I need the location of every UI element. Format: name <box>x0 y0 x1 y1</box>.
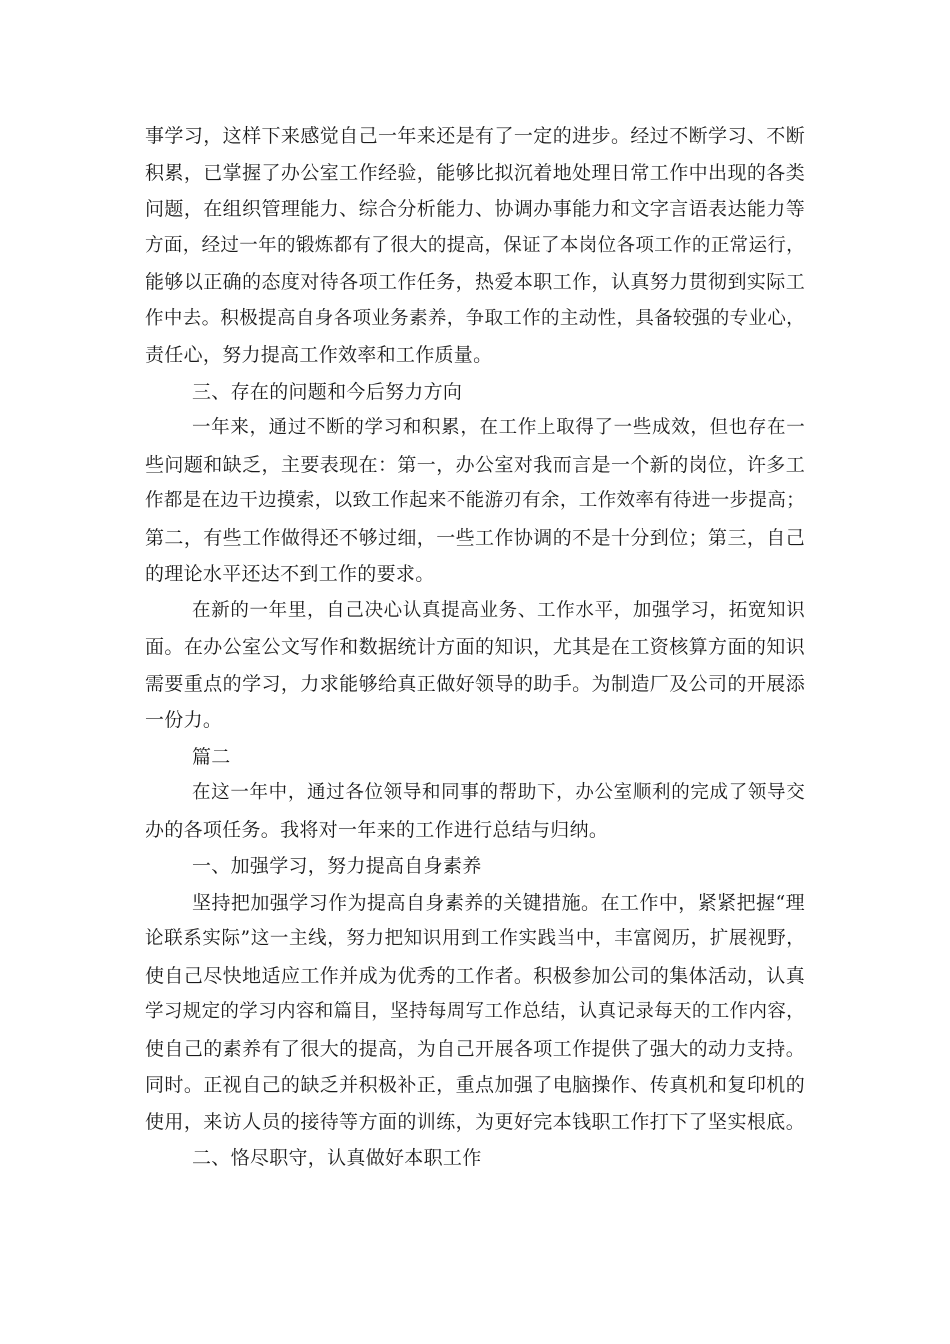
text-line: 坚持把加强学习作为提高自身素养的关键措施。在工作中，紧紧把握“理 <box>192 891 805 914</box>
document-body <box>145 118 805 1177</box>
text-line: 能够以正确的态度对待各项工作任务，热爱本职工作，认真努力贯彻到实际工 <box>145 271 805 293</box>
text-line: 在这一年中，通过各位领导和同事的帮助下，办公室顺利的完成了领导交 <box>192 782 805 803</box>
text-line: 使用，来访人员的接待等方面的训练，为更好完本钱职工作打下了坚实根底。 <box>145 1110 805 1133</box>
section-heading: 篇二 <box>192 745 231 768</box>
text-line: 面。在办公室公文写作和数据统计方面的知识，尤其是在工资核算方面的知识 <box>145 636 805 658</box>
text-line: 同时。正视自己的缺乏并积极补正，重点加强了电脑操作、传真机和复印机的 <box>145 1074 805 1096</box>
text-line: 作中去。积极提高自身各项业务素养，争取工作的主动性，具备较强的专业心， <box>145 307 805 329</box>
section-heading: 一、加强学习，努力提高自身素养 <box>192 855 482 877</box>
text-line: 论联系实际”这一主线，努力把知识用到工作实践当中，丰富阅历，扩展视野， <box>145 928 805 949</box>
text-line: 作都是在边干边摸索，以致工作起来不能游刃有余，工作效率有待进一步提高； <box>145 490 805 511</box>
text-line: 些问题和缺乏，主要表现在：第一，办公室对我而言是一个新的岗位，许多工 <box>145 453 805 476</box>
section-heading: 三、存在的问题和今后努力方向 <box>192 380 463 403</box>
text-line: 第二，有些工作做得还不够过细，一些工作协调的不是十分到位；第三，自己 <box>145 526 805 549</box>
text-line: 问题，在组织管理能力、综合分析能力、协调办事能力和文字言语表达能力等 <box>145 198 805 220</box>
text-line: 一年来，通过不断的学习和积累，在工作上取得了一些成效，但也存在一 <box>192 417 805 438</box>
text-line: 积累，已掌握了办公室工作经验，能够比拟沉着地处理日常工作中出现的各类 <box>145 161 805 184</box>
text-line: 使自己的素养有了很大的提高，为自己开展各项工作提供了强大的动力支持。 <box>145 1037 805 1060</box>
text-line: 方面，经过一年的锻炼都有了很大的提高，保证了本岗位各项工作的正常运行， <box>145 234 805 256</box>
text-line: 办的各项任务。我将对一年来的工作进行总结与归纳。 <box>145 818 609 841</box>
text-line: 使自己尽快地适应工作并成为优秀的工作者。积极参加公司的集体活动，认真 <box>145 964 805 987</box>
text-line: 责任心，努力提高工作效率和工作质量。 <box>145 344 493 366</box>
text-line: 学习规定的学习内容和篇目，坚持每周写工作总结，认真记录每天的工作内容， <box>145 1001 805 1022</box>
text-line: 一份力。 <box>145 709 223 731</box>
text-line: 在新的一年里，自己决心认真提高业务、工作水平，加强学习，拓宽知识 <box>192 599 805 621</box>
section-heading: 二、恪尽职守，认真做好本职工作 <box>192 1147 482 1169</box>
text-line: 需要重点的学习，力求能够给真正做好领导的助手。为制造厂及公司的开展添 <box>145 672 805 695</box>
text-line: 的理论水平还达不到工作的要求。 <box>145 563 435 585</box>
text-line: 事学习，这样下来感觉自己一年来还是有了一定的进步。经过不断学习、不断 <box>145 125 805 147</box>
